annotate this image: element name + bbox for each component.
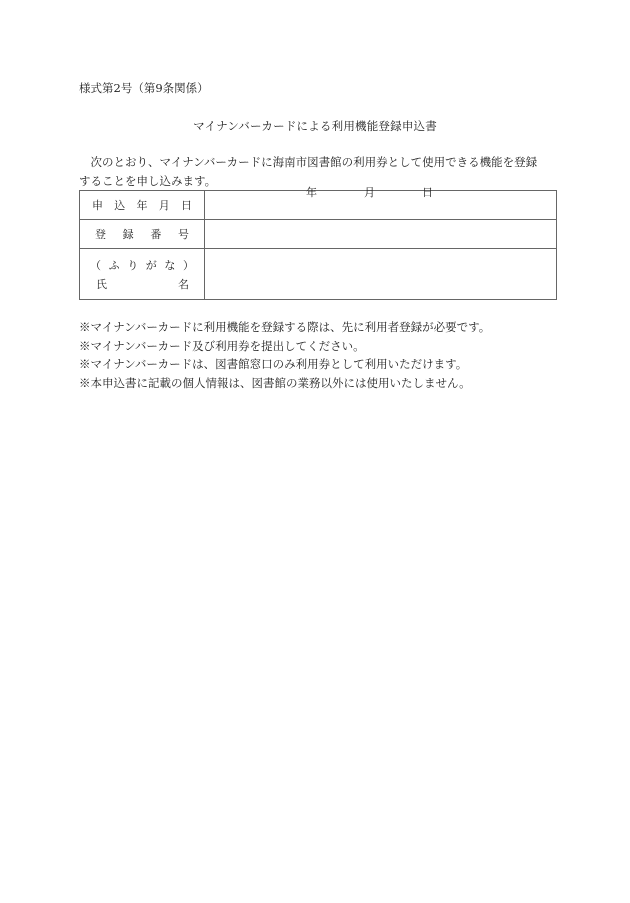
label-char: り bbox=[127, 258, 139, 272]
table-row-registration-number bbox=[80, 220, 557, 249]
table-row-application-date bbox=[80, 191, 557, 220]
year-label: 年 bbox=[306, 186, 317, 199]
label-char: （ bbox=[90, 258, 101, 272]
label-registration-number bbox=[80, 220, 205, 249]
label-char: 月 bbox=[158, 199, 170, 212]
application-form-table bbox=[79, 186, 557, 300]
note-item: ※本申込書に記載の個人情報は、図書館の業務以外には使用いたしません。 bbox=[79, 375, 471, 390]
label-furigana bbox=[80, 257, 204, 273]
label-char: 名 bbox=[178, 277, 189, 291]
label-char: 申 bbox=[92, 199, 103, 212]
label-char: 登 bbox=[95, 228, 106, 241]
month-label: 月 bbox=[364, 186, 375, 199]
notes-list bbox=[79, 318, 490, 392]
document-title bbox=[0, 118, 630, 134]
label-char: 号 bbox=[177, 228, 189, 241]
form-number: 様式第2号（第9条関係） bbox=[79, 81, 209, 95]
label-char: 番 bbox=[150, 228, 162, 241]
label-name bbox=[80, 249, 205, 300]
note-item: ※マイナンバーカードは、図書館窓口のみ利用券として利用いただけます。 bbox=[79, 357, 468, 371]
label-char: 日 bbox=[181, 199, 192, 212]
registration-number-field[interactable] bbox=[205, 220, 557, 249]
label-char: 氏 bbox=[96, 277, 107, 291]
label-char: が bbox=[145, 258, 157, 272]
document-title-text: マイナンバーカードによる利用機能登録申込書 bbox=[193, 119, 437, 133]
label-char: 込 bbox=[114, 199, 126, 212]
note-item: ※マイナンバーカードに利用機能を登録する際は、先に利用者登録が必要です。 bbox=[79, 320, 491, 334]
day-label: 日 bbox=[422, 186, 433, 199]
label-application-date bbox=[80, 191, 205, 220]
name-field[interactable] bbox=[205, 249, 557, 300]
label-char: な bbox=[164, 258, 176, 272]
intro-line-2: することを申し込みます。 bbox=[79, 174, 217, 188]
label-char: ） bbox=[182, 258, 194, 272]
label-full-name bbox=[80, 276, 204, 292]
table-row-name bbox=[80, 249, 557, 300]
application-date-field[interactable] bbox=[205, 186, 557, 220]
label-char: 年 bbox=[136, 199, 148, 212]
note-item: ※マイナンバーカード及び利用券を提出してください。 bbox=[79, 338, 365, 353]
intro-paragraph bbox=[79, 153, 559, 191]
intro-line-1: 次のとおり、マイナンバーカードに海南市図書館の利用券として使用できる機能を登録 bbox=[90, 155, 538, 169]
label-char: 録 bbox=[122, 228, 134, 241]
label-char: ふ bbox=[108, 258, 120, 272]
